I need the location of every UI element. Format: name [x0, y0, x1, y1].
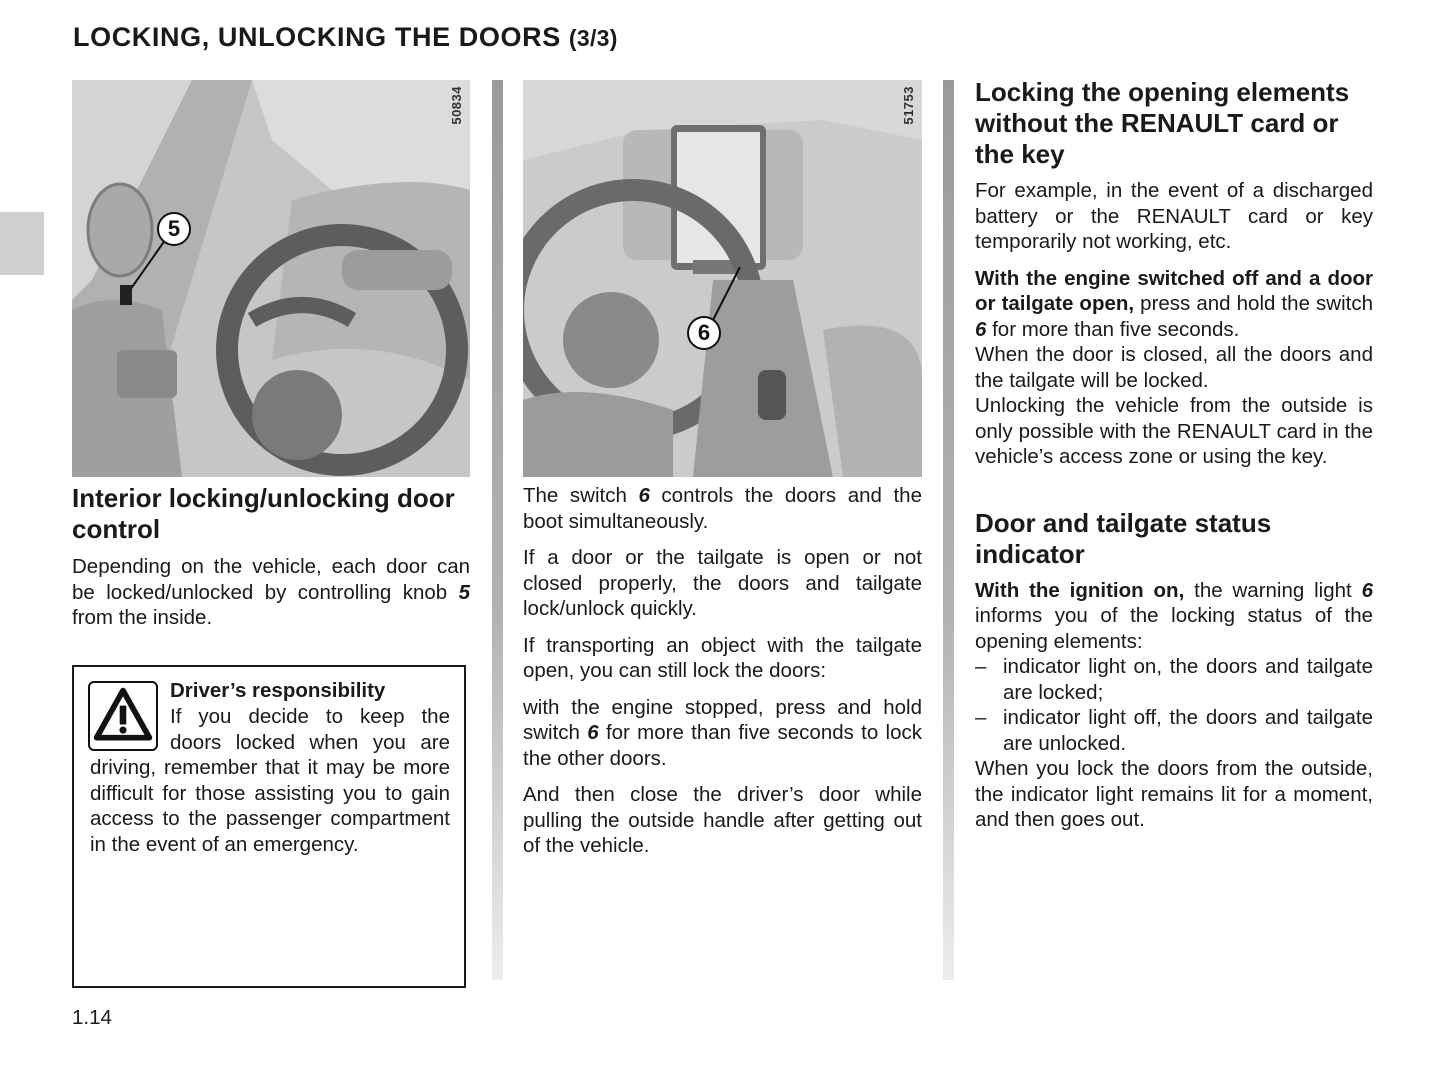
interior-door-illustration	[72, 80, 470, 477]
indicator-paragraph: When you lock the doors from the outside, the indicator light remains lit for a moment, and then goes out.	[975, 757, 1373, 831]
status-list	[975, 654, 1373, 756]
close-door-paragraph: And then close the driver’s door while pulling the outside handle after getting out of the vehicle.	[523, 783, 922, 857]
column-middle	[523, 80, 922, 859]
list-item: – indicator light on, the doors and tailgate are locked;	[975, 654, 1373, 705]
page-title	[73, 22, 618, 53]
ignition-paragraph: With the ignition on, the warning light 6 informs you of the locking status of the opening elements:	[975, 578, 1373, 653]
callout-switch-6: 6	[687, 316, 721, 350]
transport-paragraph: If transporting an object with the tailgate open, you can still lock the doors:	[523, 633, 922, 682]
example-paragraph: For example, in the event of a discharged battery or the RENAULT card or key temporarily not working, etc.	[975, 179, 1373, 253]
column-right	[975, 77, 1373, 833]
column-divider	[492, 80, 503, 980]
interior-paragraph: Depending on the vehicle, each door can be locked/unlocked by controlling knob 5 from the inside.	[72, 555, 470, 629]
warning-text: If you decide to keep the doors locked when you are driving, remember that it may be more difficult for those assisting you to gain access to the passenger compartment in the event of an emergency.	[90, 705, 450, 856]
column-divider	[943, 80, 954, 980]
section-heading-interior: Interior locking/unlocking door control	[72, 483, 455, 544]
warning-triangle-icon	[88, 681, 158, 751]
dashboard-switch-illustration	[523, 80, 922, 477]
section-heading-without-card: Locking the opening elements without the RENAULT card or the key	[975, 77, 1350, 169]
warning-title: Driver’s responsibility	[170, 679, 386, 702]
dashboard-switch-photo	[523, 80, 922, 477]
engine-off-paragraph: With the engine switched off and a door or tailgate open, press and hold the switch 6 for more than five seconds.	[975, 266, 1374, 341]
figure-id: 51753	[901, 86, 916, 125]
driver-responsibility-warning	[72, 665, 466, 988]
engine-stopped-paragraph: with the engine stopped, press and hold switch 6 for more than five seconds to lock the other doors.	[523, 695, 922, 770]
interior-door-photo	[72, 80, 470, 477]
unlocking-paragraph: Unlocking the vehicle from the outside is only possible with the RENAULT card in the vehicle’s access zone or using the key.	[975, 394, 1373, 468]
section-heading-status: Door and tailgate status indicator	[975, 507, 1272, 569]
list-item: – indicator light off, the doors and tailgate are unlocked.	[975, 705, 1373, 756]
door-open-paragraph: If a door or the tailgate is open or not closed properly, the doors and tailgate lock/unlock quickly.	[523, 546, 922, 620]
switch-paragraph: The switch 6 controls the doors and the boot simultaneously.	[523, 484, 922, 533]
figure-id: 50834	[449, 86, 464, 125]
page-title-part: (3/3)	[568, 25, 618, 51]
page-title-main: LOCKING, UNLOCKING THE DOORS	[73, 22, 561, 52]
page-number: 1.14	[72, 1006, 112, 1029]
callout-knob-5: 5	[157, 212, 191, 246]
column-left	[72, 80, 470, 631]
door-closed-paragraph: When the door is closed, all the doors and the tailgate will be locked.	[975, 343, 1373, 392]
section-tab	[0, 212, 44, 275]
